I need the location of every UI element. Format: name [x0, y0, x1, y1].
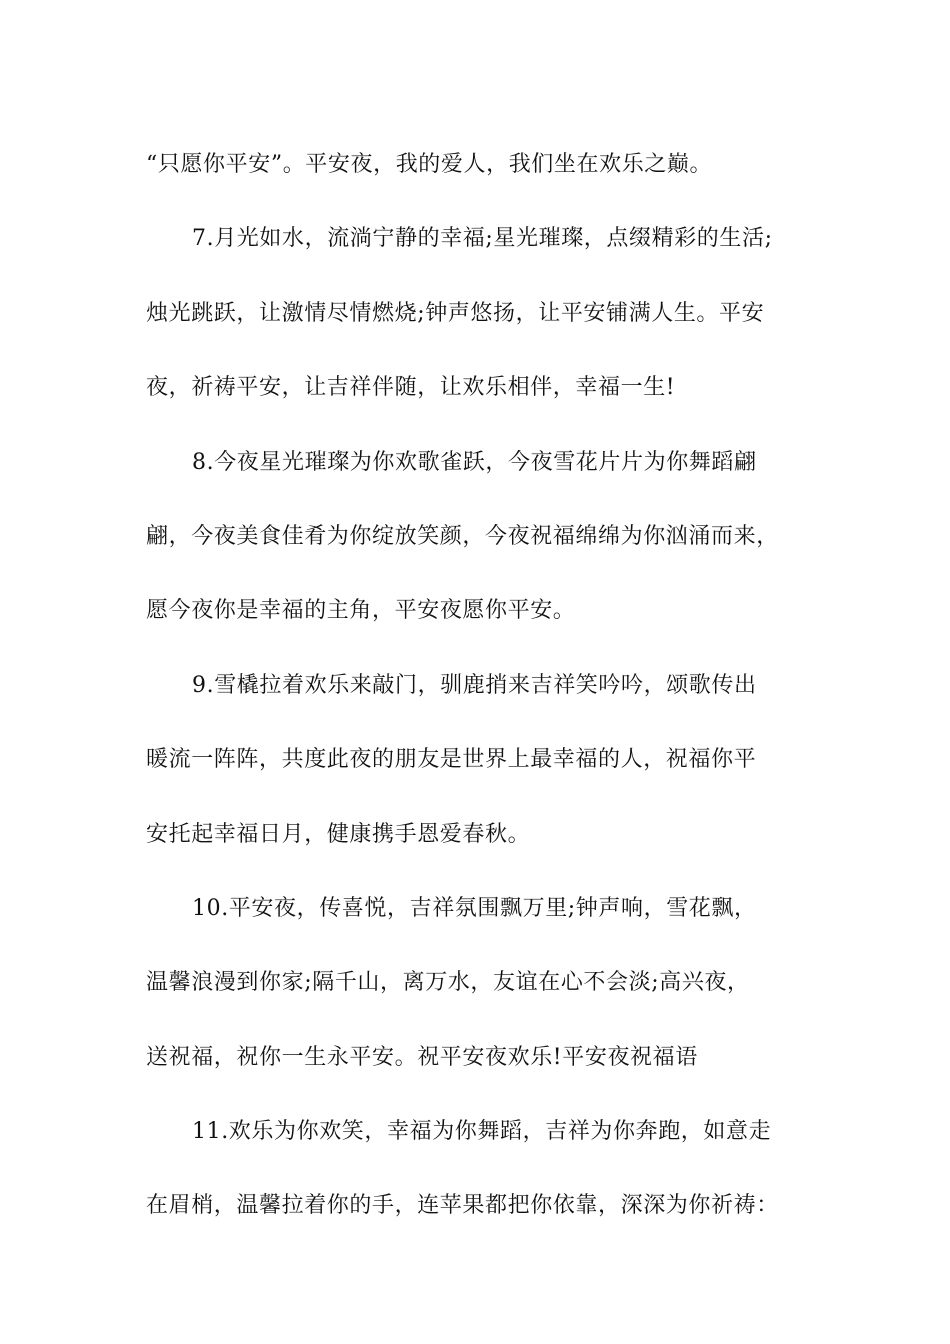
text-line-9: 暖流一阵阵，共度此夜的朋友是世界上最幸福的人，祝福你平: [146, 747, 757, 773]
text-line-5: 8.今夜星光璀璨为你欢歌雀跃，今夜雪花片片为你舞蹈翩: [192, 449, 757, 475]
text-line-4: 夜，祈祷平安，让吉祥伴随，让欢乐相伴，幸福一生!: [146, 375, 676, 401]
text-line-10: 安托起幸福日月，健康携手恩爱春秋。: [146, 821, 531, 847]
text-line-7: 愿今夜你是幸福的主角，平安夜愿你平安。: [146, 598, 576, 624]
text-line-2: 7.月光如水，流淌宁静的幸福;星光璀璨，点缀精彩的生活;: [192, 226, 773, 252]
text-line-14: 11.欢乐为你欢笑，幸福为你舞蹈，吉祥为你奔跑，如意走: [192, 1119, 772, 1145]
text-line-3: 烛光跳跃，让激情尽情燃烧;钟声悠扬，让平安铺满人生。平安: [146, 300, 765, 326]
text-line-15: 在眉梢，温馨拉着你的手，连苹果都把你依靠，深深为你祈祷：: [146, 1193, 779, 1219]
text-line-11: 10.平安夜，传喜悦，吉祥氛围飘万里;钟声响，雪花飘，: [192, 895, 757, 921]
text-line-8: 9.雪橇拉着欢乐来敲门，驯鹿捎来吉祥笑吟吟，颂歌传出: [192, 672, 757, 698]
text-line-12: 温馨浪漫到你家;隔千山，离万水，友谊在心不会淡;高兴夜，: [146, 970, 750, 996]
text-line-13: 送祝福，祝你一生永平安。祝平安夜欢乐!平安夜祝福语: [146, 1044, 698, 1070]
text-line-1: “只愿你平安”。平安夜，我的爱人，我们坐在欢乐之巅。: [146, 152, 713, 177]
text-line-6: 翩，今夜美食佳肴为你绽放笑颜，今夜祝福绵绵为你汹涌而来，: [146, 523, 779, 549]
body-text: [146, 128, 826, 1244]
